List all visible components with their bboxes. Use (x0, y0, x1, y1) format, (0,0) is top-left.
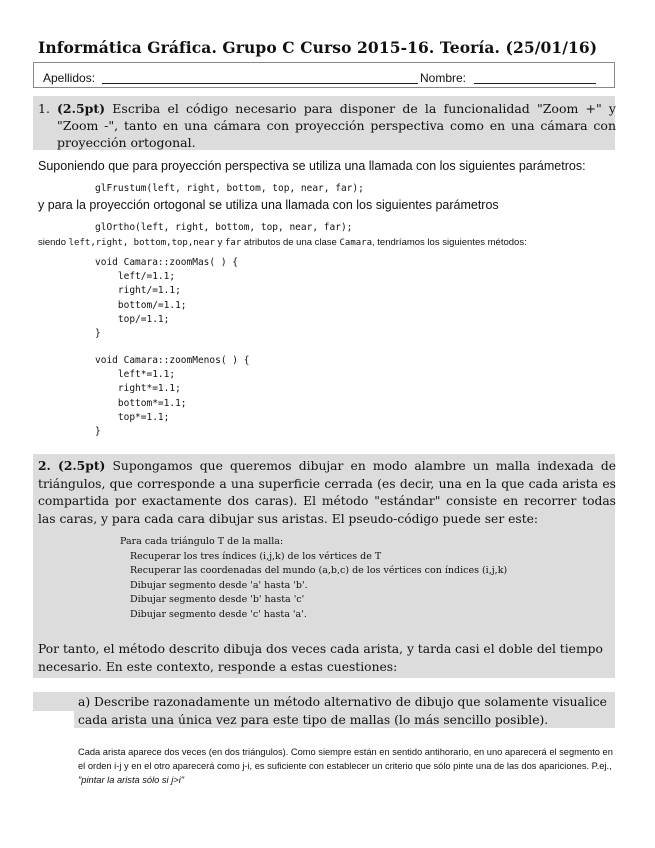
answer-1-paragraph-2: y para la proyección ortogonal se utiliza una llamada con los siguientes parámetros (38, 198, 499, 212)
glfrustum-code: glFrustum(left, right, bottom, top, near, far); (95, 183, 364, 194)
exam-title: Informática Gráfica. Grupo C Curso 2015-16. Teoría. (25/01/16) (38, 38, 598, 57)
answer-1-paragraph-3 (38, 237, 527, 248)
subquestion-a: a) Describe razonadamente un método alternativo de dibujo que solamente visualice cada arista una única vez para este tipo de mallas (lo más sencillo posible). (78, 695, 607, 727)
p3-suffix: , tendríamos los siguientes métodos: (372, 237, 527, 248)
nombre-label: Nombre: (420, 71, 467, 85)
zoom-mas-code: void Camara::zoomMas( ) { left/=1.1; right/=1.1; bottom/=1.1; top/=1.1; } (95, 257, 238, 340)
answer-a-text: Cada arista aparece dos veces (en dos triángulos). Como siempre están en sentido antihorario, en uno aparecerá el segmento en el orden i-j y en el otro aparecerá como j-i, es suficiente con establecer un criterio que sólo pinte una de las dos apariciones. P.ej., (78, 747, 613, 771)
question-1-points: (2.5pt) (57, 101, 106, 116)
answer-a (78, 745, 618, 787)
pseudo-code (120, 535, 507, 622)
question-2-number: 2. (38, 458, 51, 473)
question-1-number: 1. (38, 101, 50, 116)
spacer (33, 678, 615, 692)
p3-vars: left,right, bottom,top,near (68, 238, 215, 248)
question-2-closing: Por tanto, el método descrito dibuja dos veces cada arista, y tarda casi el doble del tiempo necesario. En este contexto, responde a estas cuestiones: (38, 642, 603, 674)
p3-class: Camara (339, 238, 372, 248)
p3-mid: atributos de una clase (243, 237, 337, 248)
question-2-points: (2.5pt) (58, 458, 106, 473)
zoom-menos-code: void Camara::zoomMenos( ) { left*=1.1; right*=1.1; bottom*=1.1; top*=1.1; } (95, 355, 250, 438)
pseudo-line: Para cada triángulo T de la malla: (120, 536, 284, 547)
pseudo-line: Dibujar segmento desde 'a' hasta 'b'. (130, 579, 308, 591)
p3-prefix: siendo (38, 237, 66, 248)
pseudo-line: Dibujar segmento desde 'b' hasta 'c' (130, 594, 305, 605)
apellidos-label: Apellidos: (43, 71, 96, 85)
p3-far: far (224, 238, 242, 248)
question-1-text: Escriba el código necesario para disponer de la funcionalidad "Zoom +" y "Zoom -", tanto en una cámara con proyección perspectiva como en una cámara con proyección ortogonal. (57, 101, 616, 150)
name-box (33, 62, 615, 88)
pseudo-line: Recuperar los tres índices (i,j,k) de los vértices de T (130, 550, 382, 562)
question-2-text: Supongamos que queremos dibujar en modo alambre un malla indexada de triángulos, que corresponde a una superficie cerrada (es decir, una en la que cada arista es compartida por exactamente dos caras). El método "estándar" consiste en recorrer todas las caras, y para cada cara dibujar sus aristas. El pseudo-código puede ser este: (38, 459, 616, 526)
glortho-code: glOrtho(left, right, bottom, top, near, far); (95, 222, 353, 233)
question-1 (38, 100, 616, 151)
answer-1-paragraph-1: Suponiendo que para proyección perspectiva se utiliza una llamada con los siguientes parámetros: (38, 159, 586, 173)
answer-a-emphasis: "pintar la arista sólo si j>i" (78, 775, 185, 785)
nombre-line (474, 83, 596, 84)
apellidos-line (102, 83, 418, 84)
pseudo-line: Dibujar segmento desde 'c' hasta 'a'. (130, 608, 307, 620)
p3-y: y (217, 237, 223, 248)
pseudo-line: Recuperar las coordenadas del mundo (a,b,c) de los vértices con índices (i,j,k) (130, 565, 508, 576)
question-2 (38, 457, 616, 528)
